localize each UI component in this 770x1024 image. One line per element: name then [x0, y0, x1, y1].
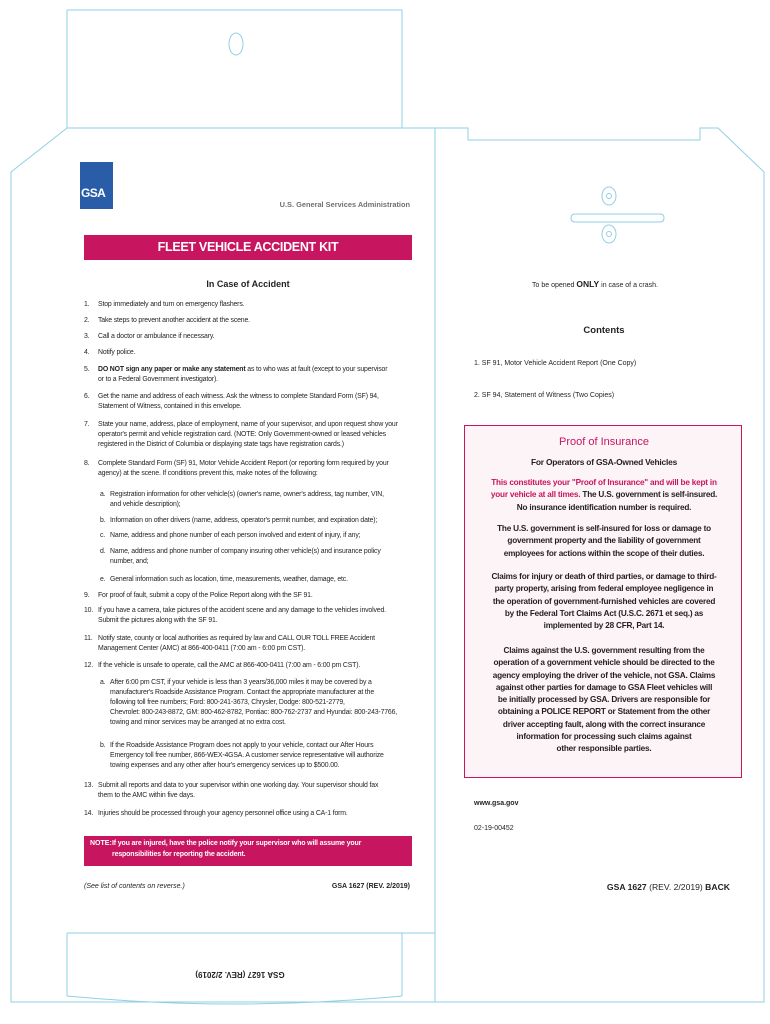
- substep-letter: e.: [100, 576, 106, 583]
- form-number-back: [560, 882, 730, 892]
- substep-text: towing and minor services may be arranged at no extra cost.: [110, 719, 286, 727]
- step-text: registered in the District of Columbia or displaying state tags have registration cards.): [98, 441, 344, 449]
- substep-letter: c.: [100, 532, 106, 539]
- proof-line: operation of a government vehicle should be directed to the: [493, 658, 715, 668]
- proof-line: information for processing such claims against: [516, 732, 692, 742]
- note-banner: [84, 836, 412, 866]
- kit-title: FLEET VEHICLE ACCIDENT KIT: [84, 235, 412, 260]
- substep-text: manufacturer's Roadside Assistance Program. Contact the appropriate manufacturer at the: [110, 689, 375, 697]
- proof-p1-black-line: The U.S. government is self-insured.: [580, 490, 718, 500]
- step-text: Management Center (AMC) at 866-400-0411 (7:00 am - 6:00 pm CST).: [98, 645, 306, 653]
- proof-subtitle: For Operators of GSA-Owned Vehicles: [530, 457, 678, 467]
- substep-letter: a.: [100, 491, 106, 498]
- step-text: agency) at the scene. If conditions prevent this, make notes of the following:: [98, 470, 318, 478]
- step-text: Notify state, county or local authorities as required by law and CALL OUR TOLL FREE Accident: [98, 635, 375, 642]
- step-text: Stop immediately and turn on emergency flashers.: [98, 301, 245, 308]
- proof-paragraph-4: [470, 645, 738, 756]
- note-text: responsibilities for reporting the accident.: [112, 851, 246, 858]
- substep-text: Information on other drivers (name, address, operator's permit number, and expiration date);: [110, 517, 378, 524]
- proof-paragraph-1: [470, 477, 738, 514]
- step-text: them to the AMC within five days.: [98, 792, 195, 800]
- substep-text: Chevrolet: 800-243-8872, GM: 800-462-8782, Pontiac: 800-762-2737 and Hyundai: 800-243-7766,: [110, 709, 398, 717]
- form-number-front: GSA 1627 (REV. 2/2019): [331, 883, 410, 890]
- step-number: 5.: [84, 366, 90, 373]
- form-number-main: GSA 1627: [606, 882, 647, 892]
- substep-text: following toll free numbers; Ford: 800-241-3673, Chrysler, Dodge: 800-521-2779,: [110, 699, 345, 707]
- contents-item: 1. SF 91, Motor Vehicle Accident Report (One Copy): [474, 360, 637, 367]
- step-number: 8.: [84, 460, 90, 467]
- see-list-note: (See list of contents on reverse.): [84, 883, 185, 890]
- step-number: 1.: [84, 301, 90, 308]
- gsa-logo: [80, 162, 113, 209]
- substep-letter: d.: [100, 548, 106, 555]
- open-only-pre: To be opened: [532, 282, 577, 289]
- step-text: If you have a camera, take pictures of the accident scene and any damage to the vehicles involved.: [98, 607, 386, 614]
- proof-line: against other parties for damage to GSA Fleet vehicles will: [495, 682, 713, 692]
- step-number: 6.: [84, 393, 90, 400]
- proof-line: by the Federal Tort Claims Act (U.S.C. 2671 et seq.) as: [504, 608, 704, 618]
- step-text: [98, 365, 387, 375]
- substep-letter: b.: [100, 517, 106, 524]
- proof-paragraph-2: [470, 523, 738, 560]
- proof-p1-pink-line: your vehicle at all times.: [490, 490, 581, 500]
- proof-p1-pink-line: This constitutes your "Proof of Insurance" and will be kept in: [491, 478, 717, 487]
- proof-line: government property and the liability of government: [507, 536, 701, 546]
- step-number: 9.: [84, 592, 90, 599]
- proof-line: implemented by 28 CFR, Part 14.: [543, 621, 665, 631]
- substep-text: After 6:00 pm CST, if your vehicle is less than 3 years/36,000 miles it may be covered by a: [110, 679, 372, 686]
- flipped-form-number: GSA 1627 (REV. 2/2019): [195, 970, 285, 979]
- substep-text: General information such as location, time, measurements, weather, damage, etc.: [110, 576, 348, 583]
- open-only-note: [505, 279, 685, 289]
- step-number: 2.: [84, 317, 90, 324]
- substep-text: number, and;: [110, 558, 149, 566]
- step-text: operator's permit and vehicle registration card. (NOTE: Only Government-owned or leased vehicles: [98, 431, 386, 439]
- substep-letter: a.: [100, 679, 106, 686]
- proof-line: the operation of government-furnished vehicles are covered: [492, 596, 716, 606]
- step-number: 3.: [84, 333, 90, 340]
- proof-line: party property, arising from federal employee negligence in: [494, 584, 714, 594]
- step-number: 14.: [84, 810, 94, 817]
- step-text: Submit the pictures along with the SF 91.: [98, 617, 218, 625]
- proof-line: employees for actions within the scope of their duties.: [503, 548, 705, 558]
- step-emphasis: DO NOT sign any paper or make any statement: [98, 366, 246, 373]
- proof-line: be initially processed by GSA. Drivers are responsible for: [497, 695, 711, 705]
- step-number: 11.: [84, 635, 93, 642]
- step-text-rest: as to who was at fault (except to your supervisor: [245, 366, 388, 373]
- proof-line: agency employing the driver of the vehicle, not GSA. Claims: [492, 670, 716, 680]
- step-text: Submit all reports and data to your supervisor within one working day. Your supervisor should fax: [98, 782, 379, 789]
- proof-line: obtaining a POLICE REPORT or Statement from the other: [497, 707, 711, 717]
- step-number: 10.: [84, 607, 94, 614]
- form-number-suffix: BACK: [702, 882, 730, 892]
- proof-line: Claims for injury or death of third parties, or damage to third-: [491, 572, 717, 581]
- form-number-rev: (REV. 2/2019): [646, 882, 703, 892]
- note-text: If you are injured, have the police notify your supervisor who will assume your: [112, 840, 362, 847]
- substep-text: Name, address and phone number of each person involved and extent of injury, if any;: [110, 532, 361, 539]
- form-code: 02-19-00452: [474, 825, 514, 832]
- contents-item: 2. SF 94, Statement of Witness (Two Copies): [474, 392, 615, 399]
- substep-text: towing expenses and any other after hour's emergency services up to $500.00.: [110, 762, 340, 770]
- substep-text: Emergency toll free number, 866-WEX-4GSA. A customer service representative will authorize: [110, 752, 384, 760]
- step-text: State your name, address, place of employment, name of your supervisor, and upon request show your: [98, 421, 398, 428]
- contents-heading: Contents: [583, 325, 625, 336]
- note-label: NOTE:: [90, 840, 112, 847]
- substep-letter: b.: [100, 742, 106, 749]
- proof-line: The U.S. government is self-insured for loss or damage to: [497, 524, 711, 533]
- step-text: Take steps to prevent another accident at the scene.: [98, 317, 250, 324]
- step-number: 7.: [84, 421, 90, 428]
- proof-title: Proof of Insurance: [559, 436, 649, 448]
- step-text: Call a doctor or ambulance if necessary.: [98, 333, 215, 340]
- step-text: For proof of fault, submit a copy of the Police Report along with the SF 91.: [98, 592, 313, 599]
- step-text: Statement of Witness, contained in this envelope.: [98, 403, 242, 411]
- proof-p1-black-line: No insurance identification number is required.: [516, 502, 692, 512]
- open-only-post: in case of a crash.: [599, 282, 658, 289]
- substep-text: Registration information for other vehicle(s) (owner's name, owner's address, tag number, VIN,: [110, 491, 384, 498]
- substep-text: and vehicle description);: [110, 501, 181, 509]
- substep-text: Name, address and phone number of company insuring other vehicle(s) and insurance policy: [110, 548, 381, 555]
- open-only-emphasis: ONLY: [576, 279, 600, 289]
- step-text: Complete Standard Form (SF) 91, Motor Vehicle Accident Report (or reporting form required by your: [98, 460, 389, 467]
- in-case-heading: In Case of Accident: [206, 279, 290, 289]
- substep-text: If the Roadside Assistance Program does not apply to your vehicle, contact our After Hours: [110, 742, 374, 749]
- gsa-logo-text: GSA: [81, 186, 106, 200]
- step-text: Get the name and address of each witness. Ask the witness to complete Standard Form (SF) 94,: [98, 393, 379, 400]
- step-text: or to a Federal Government investigator).: [98, 376, 218, 384]
- step-text: Injuries should be processed through your agency personnel office using a CA-1 form.: [98, 810, 348, 817]
- step-text: Notify police.: [98, 349, 136, 356]
- step-number: 4.: [84, 349, 90, 356]
- proof-paragraph-3: [470, 571, 738, 632]
- website: www.gsa.gov: [474, 800, 519, 807]
- step-text: If the vehicle is unsafe to operate, call the AMC at 866-400-0411 (7:00 am - 6:00 pm CST).: [98, 662, 361, 669]
- proof-line: Claims against the U.S. government resulting from the: [503, 646, 705, 655]
- step-number: 13.: [84, 782, 94, 789]
- proof-line: other responsible parties.: [556, 744, 652, 754]
- agency-name: U.S. General Services Administration: [279, 200, 410, 209]
- proof-line: driver accepting fault, along with the correct insurance: [502, 719, 706, 729]
- step-number: 12.: [84, 662, 94, 669]
